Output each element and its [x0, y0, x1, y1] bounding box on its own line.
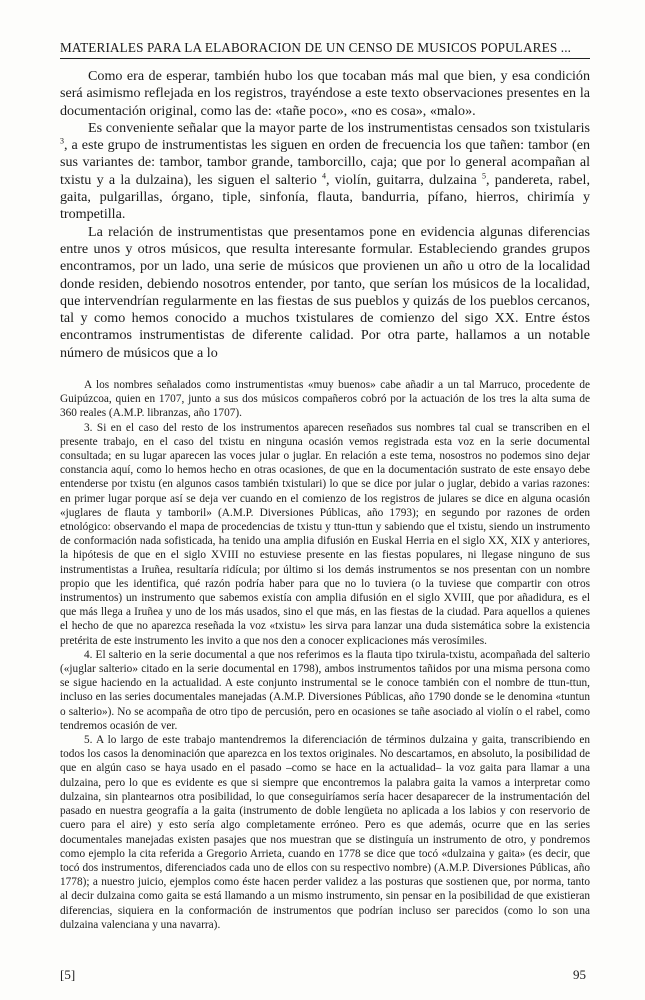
text-run: Es conveniente señalar que la mayor parte de los instrumentistas censados son txistularis — [88, 119, 590, 136]
footnote-ref: 4 — [322, 171, 327, 181]
paragraph — [60, 120, 590, 224]
text-run: , violín, guitarra, dulzaina — [326, 171, 482, 188]
footnote: A los nombres señalados como instrumentistas «muy buenos» cabe añadir a un tal Marruco, procedente de Guipúzcoa, quien en 1707, junto a sus dos músicos compañeros cobró por la actuación de los tres la alta suma de 360 reales (A.M.P. libranzas, año 1707). — [60, 379, 590, 420]
footnotes — [60, 378, 590, 932]
paragraph: Como era de esperar, también hubo los que tocaban más mal que bien, y esa condición será asimismo reflejada en los registros, trayéndose a este texto observaciones presentes en la documentación original, como las de: «tañe poco», «no es cosa», «malo». — [60, 68, 590, 119]
main-text — [60, 68, 590, 362]
footnote: 3. Si en el caso del resto de los instrumentos aparecen reseñados sus nombres tal cual se transcriben en el presente trabajo, en el caso del txistu en ninguna ocasión vemos registrada esta voz en la serie documental consultada; en su lugar aparecen las voces jular o juglar. En relación a este tema, nosostros no podemos sino dejar constancia aquí, como lo hemos hecho en otras ocasiones, de que en la documentación sustrato de este ensayo debe entenderse por txistu (en algunos casos también txistulari) lo que se dice por jular o juglar, debido a varias razones: en primer lugar porque así se deja ver cuando en el comienzo de los registros de julares se dice en alguna ocasión «juglares de flauta y tamboril» (A.M.P. Diversiones Públicas, año 1793); en segundo por razones de orden etnológico: observando el mapa de procedencias de txistu y ttun-ttun y sabiendo que el txistu, siendo un instrumento de conformación nada sofisticada, ha tenido una amplia difusión en Euskal Herria en el siglo XX, XIX y anteriores, la hipótesis de que en el siglo XVIII no estuviese presente en las fiestas populares, ni llegase ninguno de sus instrumentistas a Iruñea, resultaría ridícula; por último si los demás instrumentos se nos presentan con un nombre propio que les identifica, qué razón podría haber para que no lo tuviera (o la tuviese que compartir con otros instrumentos) un instrumento que sabemos existía con amplia difusión en el siglo XVIII, que por añadidura, es el que más llega a Iruñea y uno de los más usados, sino el que más, en las fiestas de la ciudad. Para aquellos a quienes el hecho de que no aparezca reseñada la voz «txistu» les sirva para lanzar una duda sistemática sobre la existencia pretérita de este instrumento les invito a que nos den a conocer explicaciones más verosímiles. — [60, 421, 590, 647]
footnote-ref: 3 — [60, 136, 64, 146]
paragraph: La relación de instrumentistas que presentamos pone en evidencia algunas diferencias entre unos y otros músicos, que resulta interesante formular. Estableciendo grandes grupos encontramos, por un lado, una serie de músicos que provienen un año u otro de la localidad donde residen, debiendo nosotros entender, por tanto, que serían los músicos de la localidad, que intervendrían regularmente en las fiestas de sus pueblos y quizás de los pueblos cercanos, tal y como hemos conocido a muchos txistulares de comienzo del sigo XX. Entre éstos encontramos instrumentistas de diferente calidad. Por otra parte, hallamos a un notable número de músicos que a lo — [60, 223, 590, 361]
page-number: 95 — [573, 967, 586, 982]
text-run: , pandereta, rabel, gaita, pulgarillas, órgano, tiple, sinfonía, flauta, bandurria, pífano, hierros, chirimía y trompetilla. — [60, 171, 590, 223]
text-run: , a este grupo de instrumentistas les siguen en orden de frecuencia los que tañen: tambor (en sus variantes de: tambor, tambor grande, tamborcillo, caja; que por lo general acompañan al txistu y a la dulzaina), les siguen el salterio — [60, 137, 590, 188]
footnote: 4. El salterio en la serie documental a que nos referimos es la flauta tipo txirula-txistu, acompañada del salterio («juglar salterio» citado en la serie documental en 1798), ambos instrumentos tañidos por una misma persona como se sigue haciendo en la actualidad. A este conjunto instrumental se le conoce también con el nombre de ttun-ttun, incluso en las series documentales manejadas (A.M.P. Diversiones Públicas, año 1790 donde se le denomina «tuntun o salterio»). No se acompaña de otro tipo de percusión, pero en ocasiones se tañe asociado al violín o el rabel, como tendremos ocasión de ver. — [60, 648, 590, 732]
running-header: MATERIALES PARA LA ELABORACION DE UN CENSO DE MUSICOS POPULARES ... — [60, 40, 590, 59]
section-number: [5] — [60, 967, 76, 982]
footnote: 5. A lo largo de este trabajo mantendremos la diferenciación de términos dulzaina y gaita, transcribiendo en todos los casos la denominación que aparezca en los textos originales. No descartamos, en absoluto, la posibilidad de que en algún caso se haya usado en el pasado –como se hace en la actualidad– la voz gaita para llamar a una dulzaina, pero lo que es evidente es que si siempre que encontremos la palabra gaita la vamos a interpretar como dulzaina, sin plantearnos otra posibilidad, lo que conseguiríamos sería hacer desaparecer de la instrumentación del pasado en nuestra geografía a la gaita (instrumento de doble lengüeta no aplicada a los labios y con reservorio de cuero para el aire) y esto sería algo completamente erróneo. Pero es que además, ocurre que en las series documentales manejadas existen pasajes que nos muestran que se distinguía un instrumento de otro, y pondremos como ejemplo la cita referida a Gregorio Arrieta, cuando en 1778 se dice que tocó «dulzaina y gaita» (es decir, que tocó dos instrumentos, diferenciados cada uno de ellos con su respectivo nombre) (A.M.P. Diversiones Públicas, año 1778); a nuestro juicio, ejemplos como éste hacen perder validez a las posturas que sostienen que, por norma, tanto al decir dulzaina como gaita se está llamando a un mismo instrumento, sin pensar en la posibilidad de que existieran diferencias, siquiera en la conformación de instrumentos que podrían incluso ser parecidos (como lo son una dulzaina valenciana y una navarra). — [60, 734, 590, 931]
footnote-ref: 5 — [482, 171, 486, 181]
